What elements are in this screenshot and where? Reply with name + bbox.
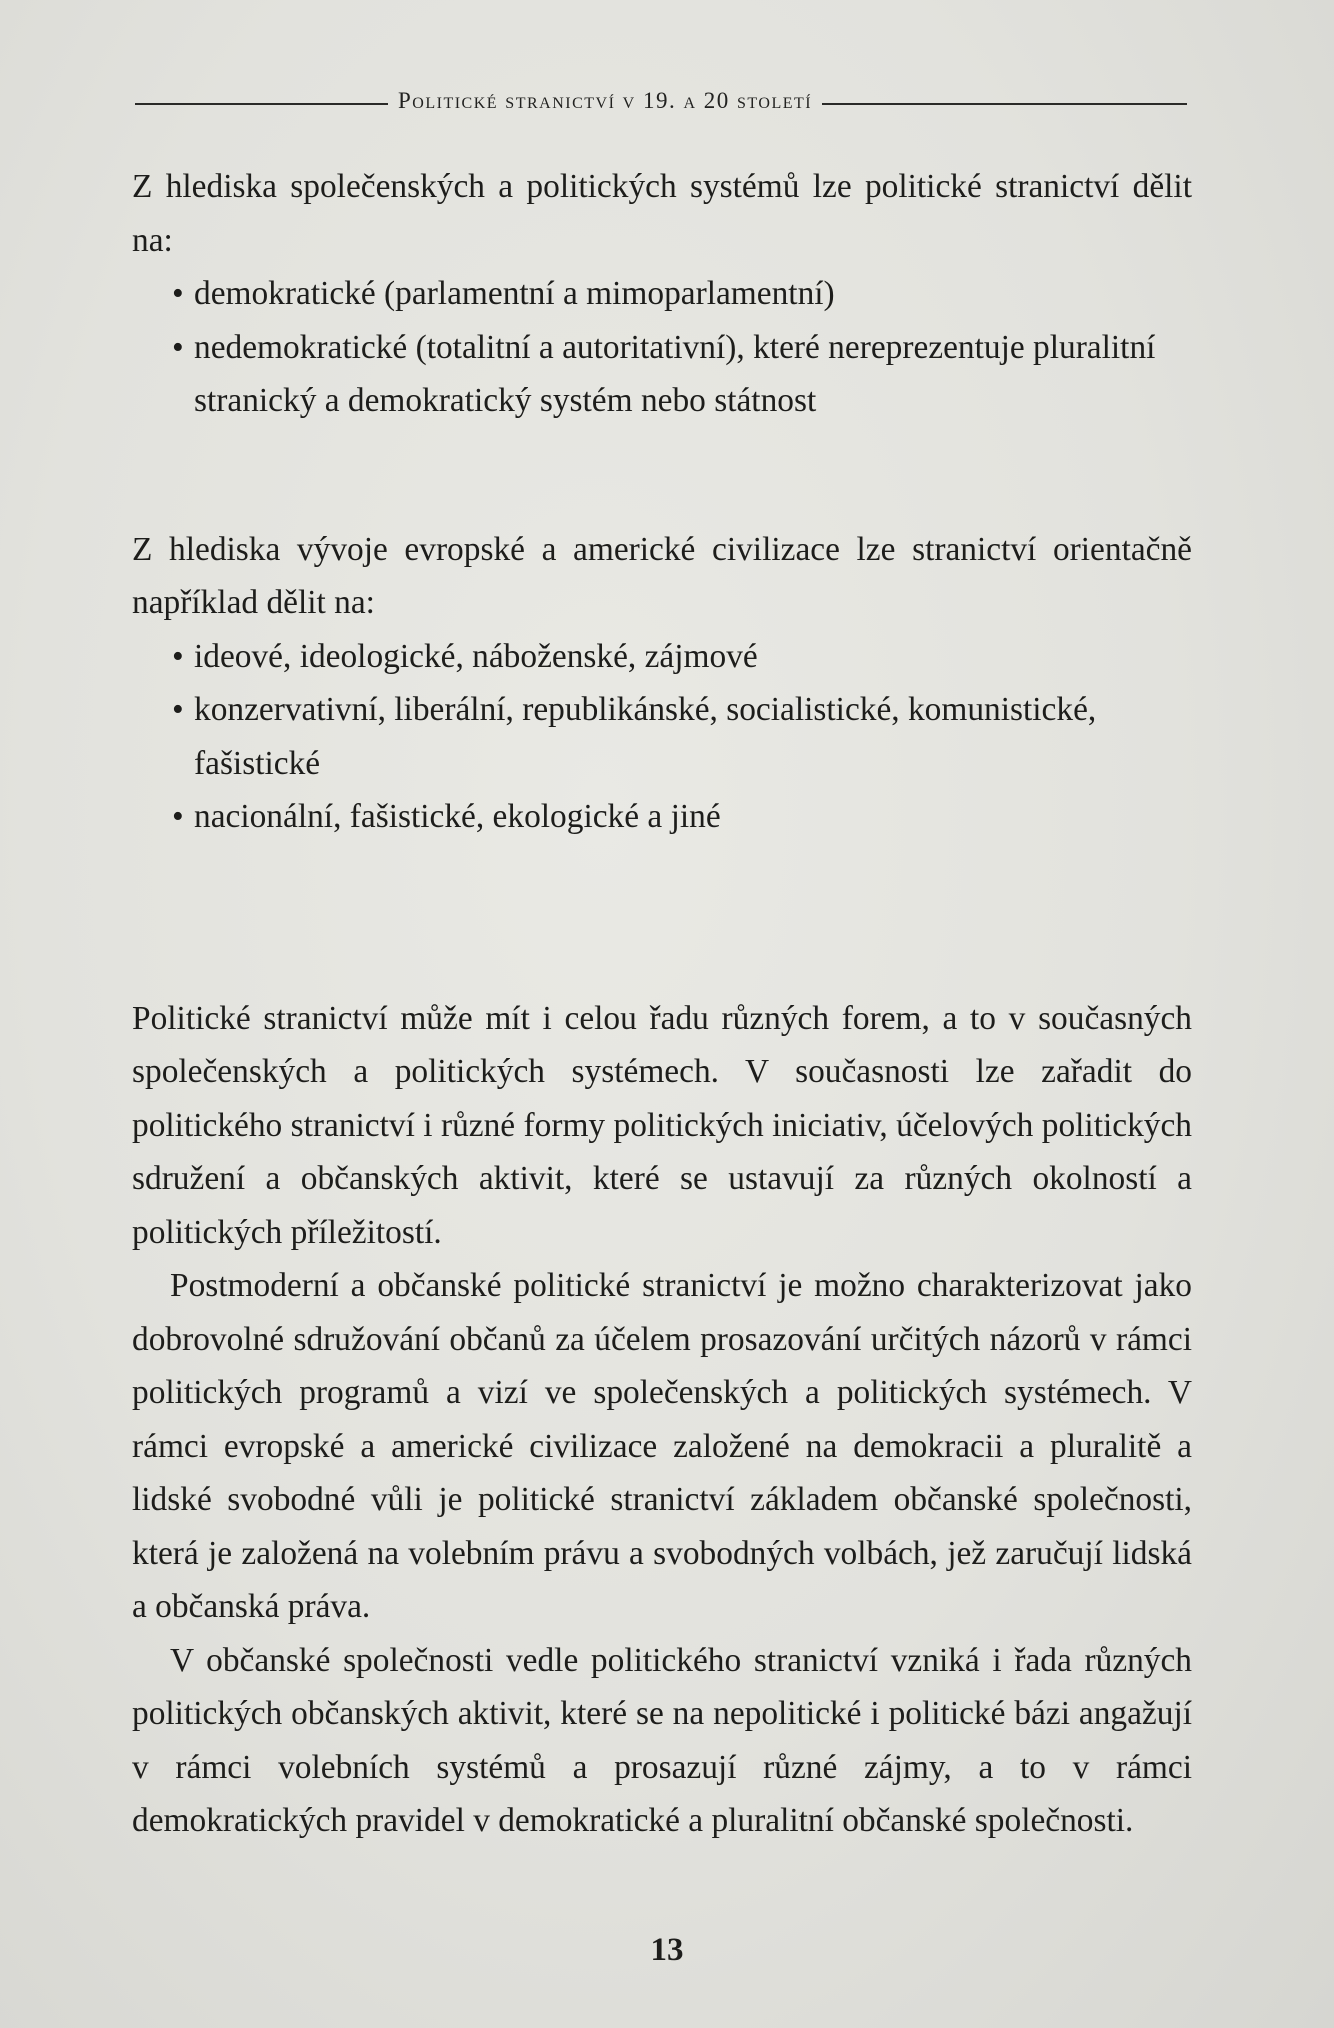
paragraph: Postmoderní a občanské politické stranictví je možno charakterizovat jako dobrovolné sdružování občanů za účelem prosazování určitých názorů v rámci politických programů a vizí ve společenských a politických systémech. V rámci evropské a americké civilizace založené na demokracii a pluralitě a lidské svobodné vůli je politické stranictví základem občanské společnosti, která je založená na volebním právu a svobodných volbách, jež zaručují lidská a občanská práva. (132, 1267, 1192, 1625)
section-1-intro: Z hlediska společenských a politických systémů lze politické stranictví dělit na: (132, 168, 1192, 259)
running-head-title: Politické stranictví v 19. a 20 století (398, 88, 813, 113)
page-number: 13 (650, 1932, 684, 1968)
list-item: • nedemokratické (totalitní a autoritativní), které nereprezentuje pluralitní stranický a demokratický systém nebo státnost (132, 321, 1192, 428)
paragraph: Politické stranictví může mít i celou řadu různých forem, a to v současných společenských a politických systémech. V současnosti lze zařadit do politického stranictví i různé formy politických iniciativ, účelových politických sdružení a občanských aktivit, které se ustavují za různých okolností a politických příležitostí. (132, 999, 1192, 1251)
page-body (132, 160, 1192, 1848)
header-rule-right (822, 103, 1187, 105)
paragraph: V občanské společnosti vedle politického stranictví vzniká i řada různých politických občanských aktivit, které se na nepolitické i politické bázi angažují v rámci volebních systémů a prosazují různé zájmy, a to v rámci demokratických pravidel v demokratické a pluralitní občanské společnosti. (132, 1641, 1192, 1839)
list-item: • konzervativní, liberální, republikánské, socialistické, komunistické, fašistické (132, 683, 1192, 790)
running-head (135, 88, 1187, 114)
spacer (132, 844, 1192, 992)
spacer (132, 428, 1192, 523)
list-item: • nacionální, fašistické, ekologické a jiné (132, 790, 1192, 844)
section-2-intro: Z hlediska vývoje evropské a americké civilizace lze stranictví orientačně například dělit na: (132, 530, 1192, 621)
section-2-list (132, 630, 1192, 844)
header-rule-left (135, 103, 388, 105)
section-1-list (132, 267, 1192, 428)
list-item: • demokratické (parlamentní a mimoparlamentní) (132, 267, 1192, 321)
list-item: • ideové, ideologické, náboženské, zájmové (132, 630, 1192, 684)
